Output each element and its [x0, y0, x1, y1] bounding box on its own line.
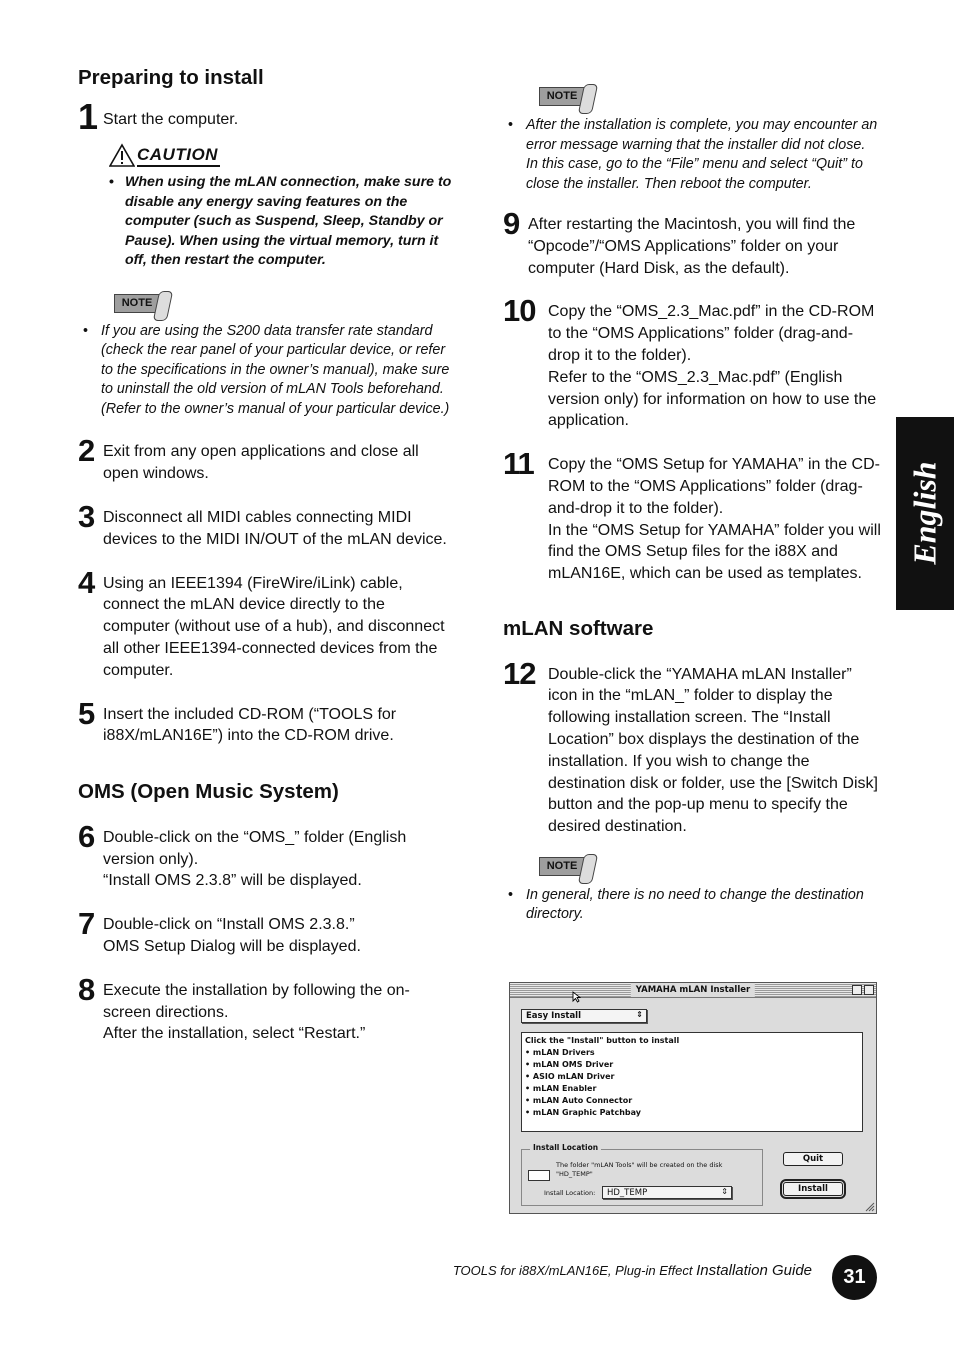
language-tab-label: English: [906, 461, 943, 565]
step-12: 12 Double-click the “YAMAHA mLAN Installer” icon in the “mLAN_” folder to display the following installation screen. The “Install Location” box displays the destination of the installation. If you wish to change the destination disk or folder, use the [Switch Disk] button and the pop-up menu to specify the desired destination.: [503, 655, 878, 836]
step-8: 8 Execute the installation by following the on-screen directions. After the installation, select “Restart.”: [78, 971, 410, 1043]
list-item: • mLAN Graphic Patchbay: [525, 1108, 642, 1117]
installer-title: YAMAHA mLAN Installer: [631, 983, 755, 997]
disk-icon: [528, 1170, 550, 1181]
note-icon: NOTE: [539, 854, 589, 876]
footer-title: [453, 1262, 812, 1279]
install-location-group: [521, 1143, 763, 1206]
note-icon: NOTE: [539, 84, 589, 106]
install-location-popup[interactable]: HD_TEMP ⇕: [602, 1186, 732, 1199]
install-items-list: [521, 1032, 863, 1132]
list-item: • mLAN Enabler: [525, 1084, 597, 1093]
footer-product: TOOLS for i88X/mLAN16E, Plug-in Effect: [452, 1263, 693, 1278]
list-item: Click the "Install" button to install: [525, 1036, 680, 1045]
section-title-oms: OMS (Open Music System): [78, 780, 339, 804]
caution-header: [109, 143, 453, 167]
installer-window: [509, 982, 877, 1214]
resize-grip-icon[interactable]: [864, 1201, 875, 1212]
footer-guide: Installation Guide: [696, 1262, 812, 1279]
quit-button[interactable]: Quit: [783, 1152, 843, 1166]
caution-block: [78, 143, 453, 271]
list-item: • mLAN Drivers: [525, 1048, 595, 1057]
installer-titlebar: [510, 983, 876, 998]
step-5: 5 Insert the included CD-ROM (“TOOLS for i88X/mLAN16E”) into the CD-ROM drive.: [78, 695, 397, 745]
install-location-group-label: Install Location: [530, 1143, 601, 1152]
mouse-cursor-icon: [572, 991, 581, 1003]
step-11: 11 Copy the “OMS Setup for YAMAHA” in the CD-ROM to the “OMS Applications” folder (drag-and-drop it to the folder). In the “OMS Setup for YAMAHA” folder you will find the OMS Setup files for the i88X and mLAN16E, which can be used as templates.: [503, 446, 881, 583]
note-icon: NOTE: [114, 291, 164, 313]
step-9: 9 After restarting the Macintosh, you will find the “Opcode”/“OMS Applications” folder on your computer (Hard Disk, as the default).: [503, 206, 856, 277]
note-3-text: • In general, there is no need to change the destination directory.: [508, 886, 864, 923]
step-10: 10 Copy the “OMS_2.3_Mac.pdf” in the CD-ROM to the “OMS Applications” folder (drag-and-drop it to the folder). Refer to the “OMS_2.3_Mac.pdf” (English version only) for information on how to use the application.: [503, 293, 877, 430]
step-6: 6 Double-click on the “OMS_” folder (English version only). “Install OMS 2.3.8” will be displayed.: [78, 818, 407, 890]
right-column: [503, 84, 881, 925]
page-number: 31: [832, 1255, 877, 1300]
list-item: • ASIO mLAN Driver: [525, 1072, 615, 1081]
folder-info-line-2: "HD_TEMP": [556, 1170, 593, 1178]
collapse-box-icon[interactable]: [864, 985, 874, 995]
install-mode-popup[interactable]: Easy Install ⇕: [521, 1009, 647, 1023]
install-location-label: Install Location:: [544, 1189, 596, 1197]
step-3: 3 Disconnect all MIDI cables connecting MIDI devices to the MIDI IN/OUT of the mLAN device.: [78, 498, 447, 548]
note-2-text: • After the installation is complete, you may encounter an error message warning that the installer did not close. In this case, go to the “File” menu and select “Quit” to close the installer. Then reboot the computer.: [508, 117, 878, 192]
step-4: 4 Using an IEEE1394 (FireWire/iLink) cable, connect the mLAN device directly to the computer (without use of a hub), and disconnect all other IEEE1394-connected devices from the computer.: [78, 564, 445, 679]
caution-text: • When using the mLAN connection, make sure to disable any energy saving features on the computer (such as Suspend, Sleep, Standby or Pause). When using the virtual memory, turn it off, then restart the computer.: [109, 174, 452, 269]
popup-arrows-icon: ⇕: [721, 1187, 728, 1196]
note-1-text: • If you are using the S200 data transfer rate standard (check the rear panel of your particular device, or refer to the specifications in the owner’s manual), make sure to uninstall the old version of mLAN Tools beforehand. (Refer to the owner’s manual of your particular device.): [83, 322, 450, 417]
zoom-box-icon[interactable]: [852, 985, 862, 995]
warning-triangle-icon: [109, 143, 135, 167]
popup-arrows-icon: ⇕: [636, 1010, 643, 1019]
folder-info-line-1: The folder "mLAN Tools" will be created on the disk: [556, 1161, 723, 1169]
step-2: 2 Exit from any open applications and close all open windows.: [78, 433, 419, 483]
list-item: • mLAN OMS Driver: [525, 1060, 614, 1069]
language-tab: [896, 417, 954, 610]
section-title-mlan: mLAN software: [503, 616, 654, 640]
step-7: 7 Double-click on “Install OMS 2.3.8.” OMS Setup Dialog will be displayed.: [78, 906, 361, 955]
caution-label: CAUTION: [137, 145, 220, 167]
left-column: [78, 66, 453, 1045]
section-title-preparing: Preparing to install: [78, 66, 264, 89]
list-item: • mLAN Auto Connector: [525, 1096, 633, 1105]
install-button[interactable]: Install: [783, 1182, 843, 1196]
step-1: 1 Start the computer.: [78, 109, 453, 131]
step-1-text: Start the computer.: [103, 110, 239, 128]
